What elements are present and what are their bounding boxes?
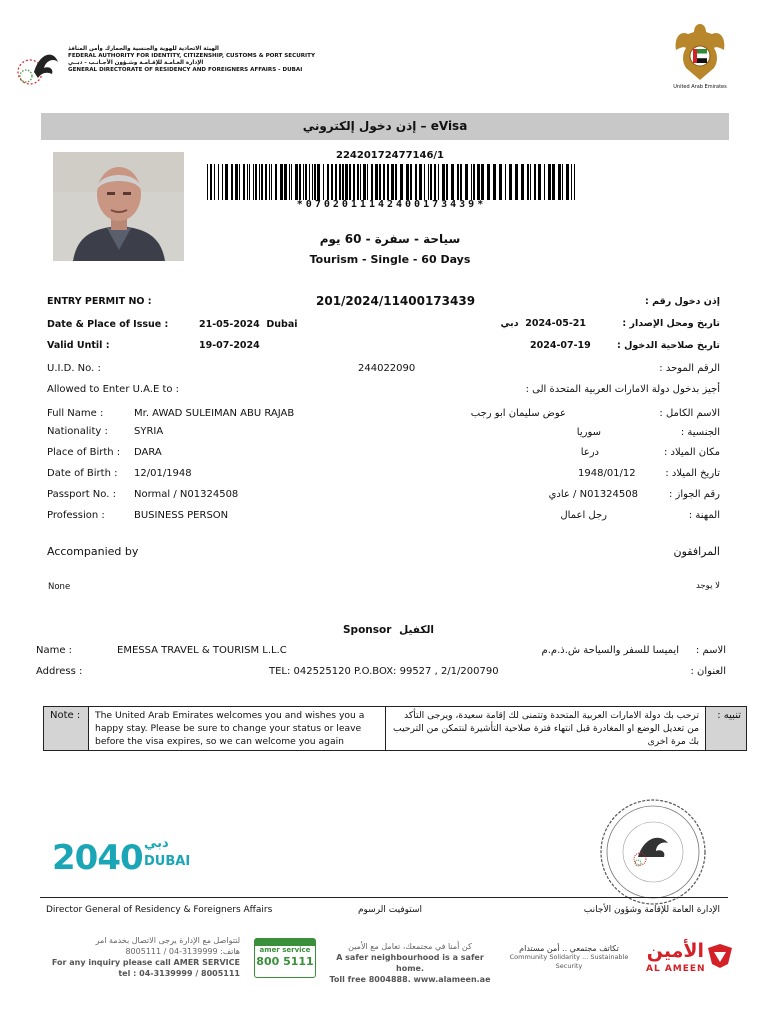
barcode-bar	[442, 164, 445, 200]
barcode-bar	[471, 164, 472, 200]
authority-name-en: FEDERAL AUTHORITY FOR IDENTITY, CITIZENSHIP, CUSTOMS & PORT SECURITY	[68, 53, 315, 59]
barcode-bar	[430, 164, 432, 200]
note-text-ar-cell	[385, 706, 706, 751]
barcode-bar	[367, 164, 368, 200]
alameen-text-block	[322, 941, 498, 985]
nationality-label-ar: الجنسية :	[680, 427, 720, 438]
director-en: Director General of Residency & Foreigners Affairs	[46, 905, 273, 915]
barcode-bar	[255, 164, 257, 200]
barcode-bar	[410, 164, 412, 200]
barcode-bar	[446, 164, 448, 200]
barcode-bar	[222, 164, 223, 200]
footer-divider	[40, 897, 728, 898]
barcode-bar	[487, 164, 490, 200]
barcode-bar	[269, 164, 270, 200]
profession-label: Profession :	[47, 510, 105, 521]
alameen-shield-icon	[706, 944, 734, 968]
accompanied-label: Accompanied by	[47, 545, 139, 558]
full-name-value: Mr. AWAD SULEIMAN ABU RAJAB	[134, 408, 295, 419]
barcode-bar	[239, 164, 240, 200]
passport-label-ar: رقم الجواز :	[668, 489, 720, 500]
accompanied-value-ar: لا يوجد	[695, 581, 720, 591]
entry-permit-number: 201/2024/11400173439	[316, 294, 476, 308]
barcode-bar	[253, 164, 254, 200]
note-label-ar-cell	[705, 706, 747, 751]
director-ar: الإدارة العامة للإقامة وشؤون الأجانب	[583, 905, 720, 915]
full-name-label: Full Name :	[47, 408, 104, 419]
barcode-bar	[395, 164, 397, 200]
barcode-bar	[303, 164, 304, 200]
issue-value-ar: 2024-05-21 دبي	[500, 318, 586, 329]
barcode-bar	[265, 164, 267, 200]
birthplace-label-ar: مكان الميلاد :	[663, 447, 720, 458]
directorate-name-en: GENERAL DIRECTORATE OF RESIDENCY AND FOREIGNERS AFFAIRS - DUBAI	[68, 67, 303, 73]
barcode-bar	[339, 164, 341, 200]
note-label-cell	[43, 706, 89, 751]
evisa-title: إذن دخول إلكتروني – eVisa	[41, 113, 729, 140]
birthdate-value-ar: 1948/01/12	[578, 468, 636, 479]
note-label: Note :	[50, 710, 81, 721]
nationality-value: SYRIA	[134, 426, 164, 437]
note-text-cell	[88, 706, 386, 751]
dubai-ar: دبي	[144, 836, 169, 851]
birthdate-label: Date of Birth :	[47, 468, 118, 479]
barcode-bar	[473, 164, 475, 200]
barcode-bar	[574, 164, 575, 200]
barcode-bar	[400, 164, 403, 200]
barcode-bar	[289, 164, 290, 200]
solidarity-ar: تكاتف مجتمعي .. أمن مستدام	[519, 944, 619, 953]
barcode-bar	[335, 164, 337, 200]
alameen-logo-en: AL AMEEN	[646, 964, 706, 974]
uae-emblem-icon	[672, 20, 728, 86]
contact-block	[40, 935, 240, 979]
barcode-bar	[207, 164, 208, 200]
barcode-bar	[235, 164, 238, 200]
directorate-name-ar: الإدارة العـامـة للإقـامـة وشـؤون الأجـانـب - دبــي	[68, 60, 204, 66]
passport-value: Normal / N01324508	[134, 489, 239, 500]
sponsor-title-ar: الكفيل	[399, 624, 434, 636]
contact-en-2: tel : 04-3139999 / 8005111	[118, 969, 240, 978]
barcode-icon	[205, 164, 578, 200]
barcode-bar	[509, 164, 512, 200]
barcode-bar	[558, 164, 561, 200]
barcode-bar	[284, 164, 287, 200]
amer-service-badge	[254, 938, 316, 978]
profession-value-ar: رجل اعمال	[560, 510, 607, 521]
sponsor-title: Sponsor	[343, 624, 392, 636]
barcode-bar	[428, 164, 429, 200]
dubai-2040-logo	[52, 836, 202, 876]
full-name-value-ar: عوض سليمان ابو رجب	[470, 408, 566, 419]
dubai-word: DUBAI	[144, 854, 191, 869]
barcode-bar	[360, 164, 361, 200]
barcode-bar	[312, 164, 313, 200]
barcode-bar	[249, 164, 250, 200]
visa-type-en: Tourism - Single - 60 Days	[309, 253, 471, 266]
barcode-bar	[345, 164, 348, 200]
issue-value: 21-05-2024 Dubai	[199, 319, 298, 330]
barcode-bar	[406, 164, 409, 200]
alameen-tollfree: Toll free 8004888. www.alameen.ae	[329, 975, 491, 984]
barcode-bar	[357, 164, 359, 200]
uid-label: U.I.D. No. :	[47, 363, 101, 374]
alameen-slogan-en: A safer neighbourhood is a safer home.	[336, 953, 484, 973]
sponsor-name-label: Name :	[36, 645, 73, 656]
contact-ar-1: لتتواصل مع الإدارة يرجى الاتصال بخدمة امر	[95, 936, 240, 945]
authority-name-block	[68, 46, 315, 74]
valid-value-ar: 2024-07-19	[530, 340, 591, 351]
barcode-bar	[363, 164, 366, 200]
note-text-ar: ترحب بك دولة الامارات العربية المتحدة وتتمنى لك إقامة سعيدة، ويرجى التأكد من تعديل الوضع او المغادرة قبل انتهاء فترة صلاحية التأشيرة لنتمكن من الترحيب بك مرة اخرى	[393, 710, 699, 747]
contact-ar-2: هاتف: 3139999-04 / 8005111	[125, 947, 240, 956]
barcode-bar	[210, 164, 212, 200]
barcode-bar	[438, 164, 439, 200]
birthplace-label: Place of Birth :	[47, 447, 121, 458]
contact-en-1: For any inquiry please call AMER SERVICE	[51, 958, 240, 967]
birthdate-value: 12/01/1948	[134, 468, 192, 479]
barcode-bar	[331, 164, 333, 200]
full-name-label-ar: الاسم الكامل :	[659, 408, 720, 419]
barcode-bar	[323, 164, 324, 200]
accompanied-label-ar: المرافقون	[673, 545, 720, 558]
barcode-bar	[243, 164, 245, 200]
sponsor-name-value-ar: ايميسا للسفر والسياحة ش.ذ.م.م	[541, 645, 679, 656]
barcode-bar	[314, 164, 316, 200]
issue-label-ar: تاريخ ومحل الإصدار :	[622, 318, 720, 329]
barcode-bar	[552, 164, 555, 200]
official-seal-icon	[598, 797, 708, 907]
barcode-bar	[424, 164, 425, 200]
barcode-bar	[275, 164, 277, 200]
barcode-bar	[451, 164, 454, 200]
barcode-bar	[291, 164, 292, 200]
passport-value-ar: N01324508 / عادي	[548, 489, 638, 500]
issue-label: Date & Place of Issue :	[47, 319, 169, 330]
barcode-bar	[342, 164, 344, 200]
barcode-bar	[295, 164, 298, 200]
entry-permit-label: ENTRY PERMIT NO :	[47, 296, 152, 307]
barcode-bar	[499, 164, 502, 200]
alameen-logo-ar: الأمين	[646, 940, 704, 962]
barcode-bar	[259, 164, 260, 200]
barcode-bar	[534, 164, 536, 200]
authority-name-ar: الهيئة الاتحادية للهوية والجنسية والجمارك وأمن المنافذ	[68, 46, 219, 52]
barcode-bar	[391, 164, 394, 200]
valid-value: 19-07-2024	[199, 340, 260, 351]
barcode-bar	[299, 164, 301, 200]
visa-type-ar: سياحة - سفرة - 60 يوم	[319, 232, 461, 246]
barcode-bar	[538, 164, 541, 200]
barcode-bar	[317, 164, 320, 200]
profession-label-ar: المهنة :	[688, 510, 720, 521]
allowed-label-ar: أجيز بدخول دولة الامارات العربية المتحدة الى :	[525, 384, 720, 395]
barcode-bar	[465, 164, 468, 200]
barcode-bar	[327, 164, 329, 200]
barcode-bar	[505, 164, 506, 200]
profession-value: BUSINESS PERSON	[134, 510, 229, 521]
fees-paid-ar: استوفيت الرسوم	[357, 905, 423, 915]
barcode-bar	[419, 164, 422, 200]
sponsor-address-label-ar: العنوان :	[690, 666, 726, 677]
barcode-bar	[521, 164, 524, 200]
barcode-bar	[434, 164, 436, 200]
barcode-bar	[231, 164, 233, 200]
amer-number: 800 5111	[256, 955, 314, 968]
barcode-bar	[353, 164, 355, 200]
alameen-slogan-ar: كن أمنا في مجتمعك، تعامل مع الأمين	[348, 942, 472, 951]
barcode-bar	[214, 164, 215, 200]
barcode-bar	[379, 164, 381, 200]
barcode-bar	[280, 164, 283, 200]
barcode-bar	[387, 164, 389, 200]
barcode-bar	[562, 164, 563, 200]
uid-label-ar: الرقم الموحد :	[659, 363, 720, 374]
barcode-bar	[527, 164, 529, 200]
entry-permit-label-ar: إذن دخول رقم :	[644, 296, 720, 307]
barcode-bar	[415, 164, 417, 200]
solidarity-block	[505, 944, 633, 971]
sponsor-address-value: TEL: 042525120 P.O.BOX: 99527 , 2/1/200790	[269, 666, 499, 677]
barcode-bar	[218, 164, 219, 200]
barcode-bar	[305, 164, 307, 200]
sponsor-address-label: Address :	[36, 666, 83, 677]
barcode-bar	[349, 164, 351, 200]
nationality-label: Nationality :	[47, 426, 108, 437]
sponsor-name-value: EMESSA TRAVEL & TOURISM L.L.C	[117, 645, 287, 656]
solidarity-en: Community Solidarity ... Sustainable Security	[509, 953, 629, 970]
uid-value: 244022090	[358, 363, 416, 374]
nationality-value-ar: سوريا	[576, 427, 601, 438]
note-text: The United Arab Emirates welcomes you and wishes you a happy stay. Please be sure to change your status or leave before the visa expires, so we can welcome you again	[95, 710, 365, 747]
barcode-bar	[515, 164, 518, 200]
accompanied-value: None	[48, 582, 71, 592]
barcode-bar	[530, 164, 531, 200]
passport-label: Passport No. :	[47, 489, 116, 500]
barcode-bar	[457, 164, 459, 200]
valid-label-ar: تاريخ صلاحية الدخول :	[617, 340, 720, 351]
birthplace-value: DARA	[134, 447, 162, 458]
barcode-bar	[247, 164, 248, 200]
allowed-label: Allowed to Enter U.A.E to :	[47, 384, 180, 395]
barcode-bar	[481, 164, 484, 200]
birthdate-label-ar: تاريخ الميلاد :	[665, 468, 720, 479]
barcode-bar	[375, 164, 378, 200]
barcode-bar	[460, 164, 462, 200]
barcode-bar	[544, 164, 545, 200]
authority-logo-icon	[10, 42, 62, 94]
barcode-bar	[371, 164, 373, 200]
barcode-bar	[261, 164, 263, 200]
barcode-number: 22420172477146/1	[335, 150, 445, 161]
barcode-bar	[309, 164, 310, 200]
valid-label: Valid Until :	[47, 340, 110, 351]
barcode-bar	[571, 164, 572, 200]
alameen-logo	[640, 940, 740, 980]
barcode-bar	[566, 164, 569, 200]
sponsor-name-label-ar: الاسم :	[695, 645, 726, 656]
barcode-bar	[548, 164, 551, 200]
dubai-2040-number: 2040	[52, 838, 143, 878]
barcode-text: *0702011142400173439*	[296, 199, 487, 210]
amer-name: amer service	[259, 946, 311, 954]
holder-photo	[53, 152, 184, 261]
barcode-bar	[383, 164, 385, 200]
uae-caption: United Arab Emirates	[673, 84, 727, 90]
note-label-ar: تنبيه :	[717, 710, 741, 721]
birthplace-value-ar: درعا	[580, 447, 599, 458]
barcode-bar	[271, 164, 272, 200]
barcode-bar	[225, 164, 228, 200]
barcode-bar	[493, 164, 496, 200]
barcode-bar	[477, 164, 480, 200]
